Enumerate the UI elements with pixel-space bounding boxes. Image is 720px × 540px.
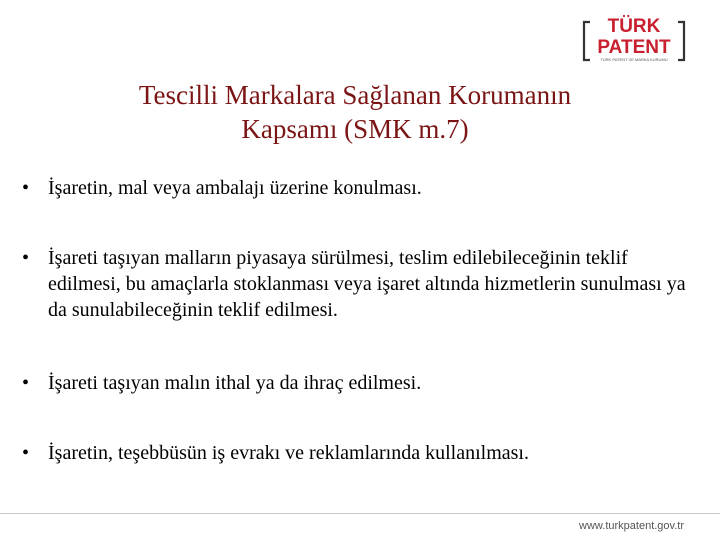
bullet-text: İşaretin, mal veya ambalajı üzerine konulması. [48, 177, 422, 199]
list-item [22, 370, 702, 396]
bullet-marker: • [22, 247, 30, 269]
bullet-marker: • [22, 177, 30, 199]
list-item [22, 440, 702, 466]
list-item [22, 245, 702, 323]
title-line-1: Tescilli Markalara Sağlanan Korumanın [138, 80, 572, 110]
bullet-marker: • [22, 372, 30, 394]
footer-url[interactable]: www.turkpatent.gov.tr [579, 520, 684, 532]
page-title [60, 78, 650, 146]
bullet-text: İşareti taşıyan malların piyasaya sürülmesi, teslim edilebileceğinin teklif edilmesi, bu amaçlarla stoklanması veya işaret altında hizmetlerin sunulması ya da sunulabileceğinin teklif edilmesi. [48, 247, 686, 321]
logo-tagline: TÜRK PATENT VE MARKA KURUMU [600, 57, 668, 62]
logo-line2: PATENT [597, 37, 671, 58]
logo-line1: TÜRK [607, 16, 661, 37]
turkpatent-logo [582, 10, 686, 66]
list-item [22, 175, 702, 201]
footer-divider [0, 513, 720, 514]
title-line-2: Kapsamı (SMK m.7) [241, 114, 469, 144]
bullet-text: İşaretin, teşebbüsün iş evrakı ve reklamlarında kullanılması. [48, 442, 529, 464]
bullet-marker: • [22, 442, 30, 464]
bullet-text: İşareti taşıyan malın ithal ya da ihraç edilmesi. [48, 372, 422, 394]
